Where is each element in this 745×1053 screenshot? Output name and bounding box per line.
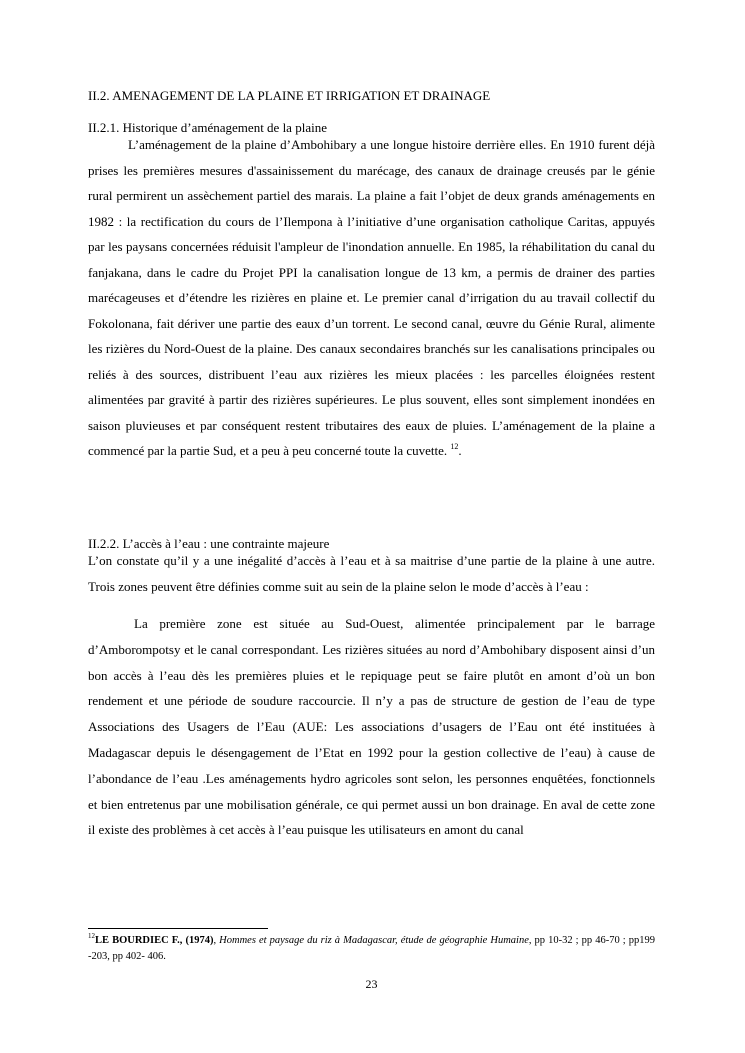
paragraph-end-punct: . xyxy=(458,443,462,458)
footnote-number: 12 xyxy=(88,932,95,940)
zone-1-paragraph: La première zone est située au Sud-Ouest, alimentée principalement par le barrage d’Amborompotsy et le canal correspondant. Les rizières situées au nord d’Ambohibary disposent ainsi d’un bon accès à l’eau dès les premières pluies et le repiquage peut se faire plutôt en amont d’où un bon rendement et une période de soudure raccourcie. Il n’y a pas de structure de gestion de l’eau de type Associations des Usagers de l’Eau (AUE: Les associations d’usagers de l’Eau ont été instituées à Madagascar depuis le désengagement de l’Etat en 1992 pour la gestion collective de l’eau) à cause de l’abondance de l’eau .Les aménagements hydro agricoles sont selon, les personnes enquêtées, fonctionnels et bien entretenus par une mobilisation générale, ce qui permet aussi un bon drainage. En aval de cette zone il existe des problèmes à cet accès à l’eau puisque les utilisateurs en amont du canal xyxy=(88,616,655,838)
footnote-sep: , xyxy=(213,935,220,946)
section-heading: II.2. AMENAGEMENT DE LA PLAINE ET IRRIGATION ET DRAINAGE xyxy=(88,88,491,103)
subsection-1-paragraph xyxy=(88,132,655,464)
footnote-title: Hommes et paysage du riz à Madagascar, étude de géographie Humaine xyxy=(219,935,529,946)
footnote-pages: , pp 10-32 ; pp 46-70 ; pp199 -203, pp 402- 406. xyxy=(88,935,656,962)
footnote-divider xyxy=(88,928,268,929)
subsection-2 xyxy=(88,536,655,843)
subsection-1-heading: II.2.1. Historique d’aménagement de la plaine xyxy=(88,120,327,135)
subsection-1-text: L’aménagement de la plaine d’Ambohibary a une longue histoire derrière elles. En 1910 furent déjà prises les premières mesures d'assainissement du marécage, des canaux de drainage creusés par le génie rural permirent un assèchement partiel des marais. La plaine a fait l’objet de deux grands aménagements en 1982 : la rectification du cours de l’Ilempona à l’initiative d’une organisation catholique Caritas, appuyés par les paysans concernées réduisit l'ampleur de l'inondation annuelle. En 1985, la réhabilitation du canal du fanjakana, dans le cadre du Projet PPI la canalisation longue de 13 km, a permis de drainer des parties marécageuses et d’étendre les rizières en plaine et. Le premier canal d’irrigation du au travail collectif du Fokolonana, fait dériver une partie des eaux d’un torrent. Le second canal, œuvre du Génie Rural, alimente les rizières du Nord-Ouest de la plaine. Des canaux secondaires branchés sur les canalisations principales ou reliés à des sources, distribuent l’eau aux rizières les mieux placées : les parcelles éloignées restent alimentées par gravité à partir des rizières supérieures. Le plus souvent, elles sont simplement inondées en saison pluvieuses et par conséquent restent tributaires des eaux de pluies. L’aménagement de la plaine a commencé par la partie Sud, et a peu à peu concerné toute la cuvette. xyxy=(88,137,655,458)
footnote-reference: 12 xyxy=(450,442,459,451)
footnote xyxy=(88,933,655,965)
subsection-2-intro: L’on constate qu’il y a une inégalité d’accès à l’eau et à sa maitrise d’une partie de la plaine à une autre. Trois zones peuvent être définies comme suit au sein de la plaine selon le mode d’accès à l’eau : xyxy=(88,553,655,594)
subsection-2-heading: II.2.2. L’accès à l’eau : une contrainte majeure xyxy=(88,536,330,551)
footnote-author: LE BOURDIEC F., (1974) xyxy=(95,935,214,946)
page-number: 23 xyxy=(365,977,378,991)
subsection-1 xyxy=(88,120,655,464)
